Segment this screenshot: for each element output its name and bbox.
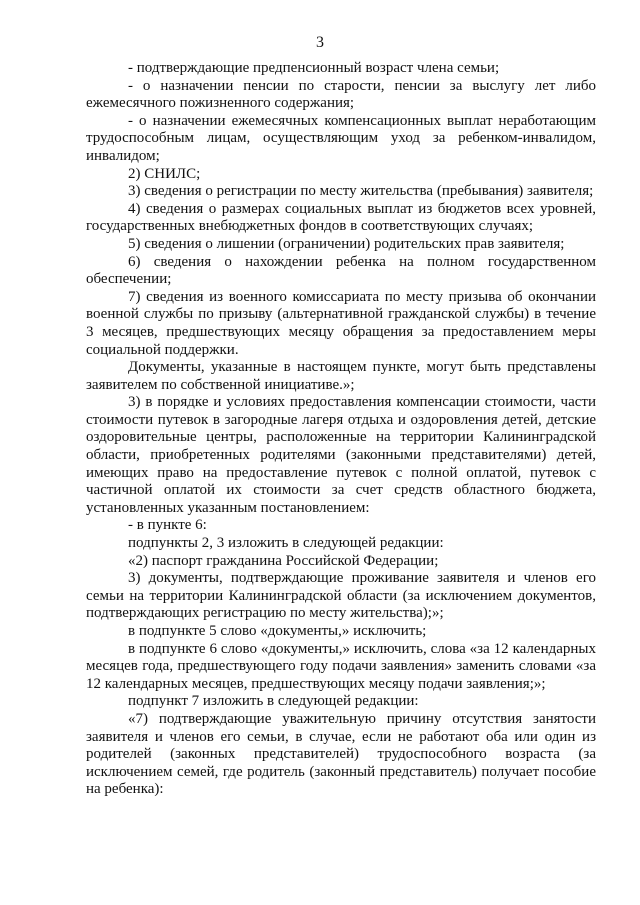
paragraph: «2) паспорт гражданина Российской Федерации; <box>128 552 439 569</box>
paragraph: подпункт 7 изложить в следующей редакции: <box>128 693 419 710</box>
paragraph: - подтверждающие предпенсионный возраст члена семьи; <box>128 60 500 76</box>
paragraph: 3) в порядке и условиях предоставления компенсации стоимости, части стоимости путевок в загородные лагеря отдыха и оздоровления детей, детские оздоровительные центры, расположенные на территории Калининградской области, приобретенных родителями (законными представителями) детей, имеющих право на предоставление путевок с полной оплатой, путевок с частичной оплатой их стоимости за счет средств областного бюджета, установленных указанным постановлением: <box>86 394 596 516</box>
paragraph: - о назначении ежемесячных компенсационных выплат неработающим трудоспособным лицам, осуществляющим уход за ребенком-инвалидом, инвалидом; <box>86 112 596 164</box>
paragraph: в подпункте 5 слово «документы,» исключить; <box>128 623 427 639</box>
paragraph: 5) сведения о лишении (ограничении) родительских прав заявителя; <box>128 235 565 252</box>
paragraph: «7) подтверждающие уважительную причину отсутствия занятости заявителя и членов его семьи, в случае, если не работают оба или один из родителей (законных представителей) трудоспособного возраста (за исключением семей, где родитель (законный представитель) получает пособие на ребенка): <box>86 710 596 798</box>
document-body <box>86 60 596 799</box>
paragraph: в подпункте 6 слово «документы,» исключить, слова «за 12 календарных месяцев года, предшествующего году подачи заявления» заменить словами «за 12 календарных месяцев, предшествующих месяцу подачи заявления;»; <box>86 640 596 692</box>
paragraph: 3) документы, подтверждающие проживание заявителя и членов его семьи на территории Калининградской области (за исключением документов, подтверждающих регистрацию по месту жительства);»; <box>86 570 596 622</box>
paragraph: 7) сведения из военного комиссариата по месту призыва об окончании военной службы по призыву (альтернативной гражданской службы) в течение 3 месяцев, предшествующих месяцу обращения за предоставлением меры социальной поддержки. <box>86 288 596 358</box>
paragraph: 2) СНИЛС; <box>128 165 201 182</box>
page-number: 3 <box>316 34 324 51</box>
paragraph: Документы, указанные в настоящем пункте, могут быть представлены заявителем по собственной инициативе.»; <box>86 359 596 393</box>
paragraph: - в пункте 6: <box>128 517 207 534</box>
paragraph: 4) сведения о размерах социальных выплат из бюджетов всех уровней, государственных внебюджетных фондов в соответствующих случаях; <box>86 200 596 235</box>
paragraph: - о назначении пенсии по старости, пенсии за выслугу лет либо ежемесячного пожизненного содержания; <box>86 77 596 112</box>
paragraph: 6) сведения о нахождении ребенка на полном государственном обеспечении; <box>86 253 596 288</box>
paragraph: 3) сведения о регистрации по месту жительства (пребывания) заявителя; <box>128 183 594 200</box>
paragraph: подпункты 2, 3 изложить в следующей редакции: <box>128 535 444 552</box>
